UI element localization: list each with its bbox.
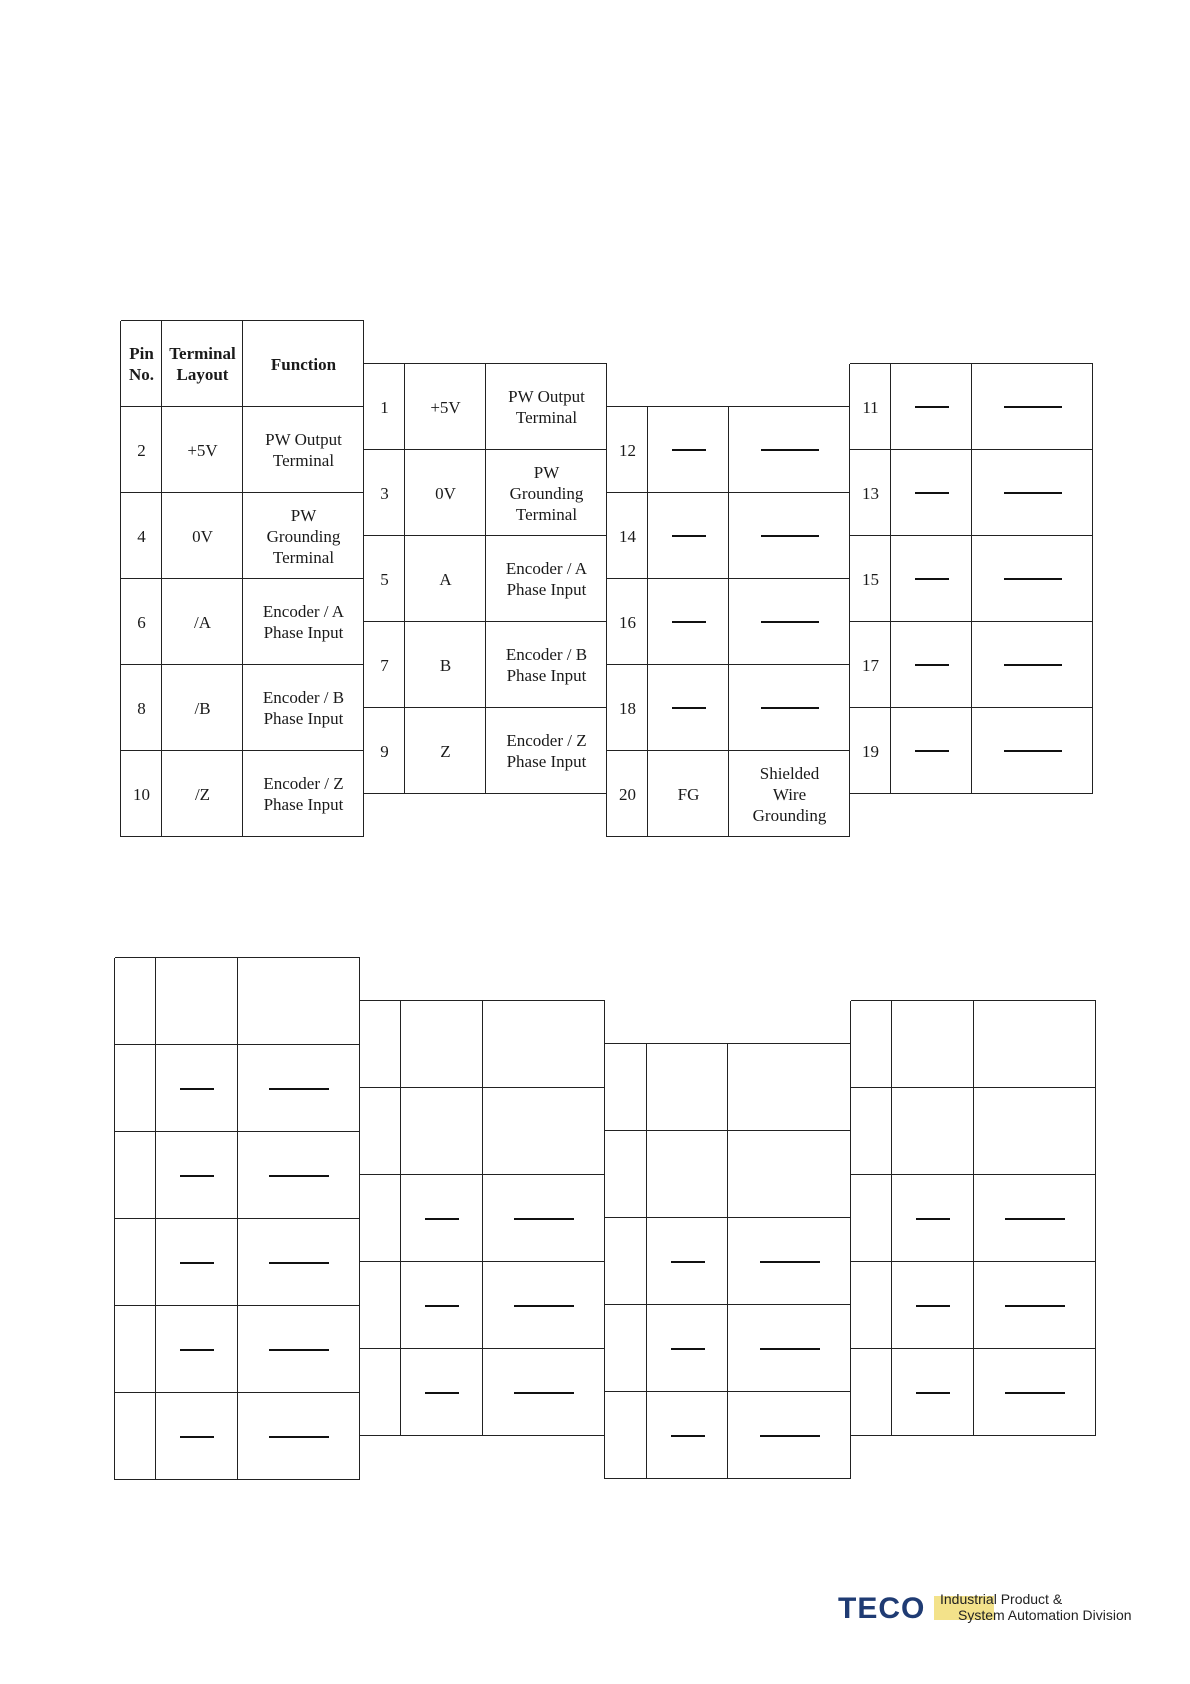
layout-dash — [647, 1305, 728, 1392]
terminal-layout: +5V — [430, 397, 461, 417]
table-rule — [114, 958, 115, 1480]
pin-number: 6 — [137, 612, 146, 632]
function-text: PW Output Terminal — [265, 430, 342, 470]
table-rule — [604, 1044, 605, 1479]
dash-mark — [180, 1175, 214, 1177]
function-dash — [974, 1349, 1096, 1436]
header-pin-no: Pin No. — [128, 344, 155, 384]
dash-mark — [916, 1392, 950, 1394]
pin-number: 3 — [380, 483, 389, 503]
function-dash — [238, 1393, 360, 1480]
terminal-layout: +5V — [187, 440, 218, 460]
function-empty — [972, 536, 1093, 622]
function-empty — [972, 450, 1093, 536]
dash-mark — [916, 1305, 950, 1307]
terminal-layout-empty — [891, 364, 972, 450]
pin-number: 4 — [137, 526, 146, 546]
dash-mark — [269, 1436, 329, 1438]
table-rule — [850, 1001, 851, 1436]
dash-mark — [514, 1392, 574, 1394]
function-dash — [728, 1218, 851, 1305]
dash-mark — [915, 750, 949, 752]
function-text: Encoder / Z Phase Input — [506, 731, 587, 771]
dash-mark — [425, 1392, 459, 1394]
layout-dash — [892, 1262, 974, 1349]
pin-number: 2 — [137, 440, 146, 460]
function-dash — [974, 1175, 1096, 1262]
dash-mark — [1004, 492, 1062, 494]
terminal-layout: B — [439, 655, 452, 675]
terminal-layout-empty — [891, 450, 972, 536]
function-text: Encoder / Z Phase Input — [263, 774, 344, 814]
dash-mark — [1005, 1305, 1065, 1307]
layout-dash — [156, 1045, 238, 1132]
pin-number: 12 — [619, 440, 636, 460]
layout-dash — [892, 1175, 974, 1262]
dash-mark — [269, 1088, 329, 1090]
dash-mark — [269, 1175, 329, 1177]
dash-mark — [671, 1348, 705, 1350]
dash-mark — [180, 1436, 214, 1438]
terminal-layout: 0V — [435, 483, 456, 503]
function-dash — [728, 1305, 851, 1392]
function-text: PW Grounding Terminal — [509, 462, 584, 524]
terminal-layout-empty — [648, 407, 729, 493]
terminal-layout-empty — [648, 579, 729, 665]
layout-dash — [401, 1262, 483, 1349]
function-dash — [483, 1349, 605, 1436]
layout-dash — [156, 1306, 238, 1393]
function-empty — [729, 407, 850, 493]
function-empty — [729, 493, 850, 579]
dash-mark — [915, 578, 949, 580]
layout-dash — [401, 1349, 483, 1436]
function-text: Encoder / A Phase Input — [262, 602, 345, 642]
pin-number: 8 — [137, 698, 146, 718]
pin-number: 17 — [862, 655, 879, 675]
dash-mark — [760, 1261, 820, 1263]
function-dash — [238, 1219, 360, 1306]
dash-mark — [671, 1261, 705, 1263]
function-text: PW Output Terminal — [508, 387, 585, 427]
dash-mark — [180, 1349, 214, 1351]
dash-mark — [269, 1349, 329, 1351]
logo-wordmark: TECO — [838, 1592, 926, 1625]
dash-mark — [1004, 750, 1062, 752]
dash-mark — [916, 1218, 950, 1220]
logo-line-2: System Automation Division — [958, 1607, 1132, 1623]
function-dash — [238, 1045, 360, 1132]
teco-logo — [838, 1590, 1138, 1630]
function-text: Encoder / B Phase Input — [505, 645, 588, 685]
pin-number: 18 — [619, 698, 636, 718]
terminal-layout: /Z — [194, 784, 211, 804]
function-text: Encoder / A Phase Input — [505, 559, 588, 599]
terminal-layout: FG — [677, 784, 700, 804]
dash-mark — [915, 406, 949, 408]
layout-dash — [156, 1219, 238, 1306]
pin-number: 9 — [380, 741, 389, 761]
dash-mark — [425, 1218, 459, 1220]
dash-mark — [1005, 1392, 1065, 1394]
dash-mark — [514, 1218, 574, 1220]
dash-mark — [514, 1305, 574, 1307]
layout-dash — [156, 1132, 238, 1219]
function-dash — [483, 1262, 605, 1349]
function-dash — [238, 1132, 360, 1219]
terminal-layout-empty — [891, 708, 972, 794]
dash-mark — [760, 1348, 820, 1350]
function-empty — [972, 708, 1093, 794]
dash-mark — [761, 449, 819, 451]
dash-mark — [760, 1435, 820, 1437]
pin-number: 11 — [862, 397, 879, 417]
pin-number: 19 — [862, 741, 879, 761]
layout-dash — [647, 1218, 728, 1305]
layout-dash — [647, 1392, 728, 1479]
layout-dash — [892, 1349, 974, 1436]
dash-mark — [180, 1088, 214, 1090]
dash-mark — [671, 1435, 705, 1437]
function-dash — [728, 1392, 851, 1479]
pin-number: 14 — [619, 526, 636, 546]
table-rule — [359, 1001, 360, 1436]
function-empty — [972, 364, 1093, 450]
pin-number: 5 — [380, 569, 389, 589]
terminal-layout: Z — [440, 741, 451, 761]
terminal-layout-empty — [648, 665, 729, 751]
dash-mark — [1004, 578, 1062, 580]
dash-mark — [672, 535, 706, 537]
layout-dash — [401, 1175, 483, 1262]
terminal-layout: 0V — [192, 526, 213, 546]
logo-line-1: Industrial Product & — [940, 1591, 1063, 1607]
terminal-layout-empty — [891, 622, 972, 708]
terminal-layout: /A — [194, 612, 211, 632]
header-function: Function — [270, 354, 337, 374]
dash-mark — [672, 621, 706, 623]
pin-number: 15 — [862, 569, 879, 589]
dash-mark — [180, 1262, 214, 1264]
function-dash — [483, 1175, 605, 1262]
dash-mark — [672, 449, 706, 451]
pin-number: 10 — [133, 784, 150, 804]
layout-dash — [156, 1393, 238, 1480]
function-text: PW Grounding Terminal — [266, 505, 341, 567]
terminal-layout-empty — [891, 536, 972, 622]
dash-mark — [761, 707, 819, 709]
function-empty — [729, 665, 850, 751]
dash-mark — [761, 621, 819, 623]
function-text: Encoder / B Phase Input — [262, 688, 345, 728]
function-text: Shielded Wire Grounding — [752, 763, 827, 825]
dash-mark — [269, 1262, 329, 1264]
dash-mark — [1005, 1218, 1065, 1220]
header-terminal-layout: Terminal Layout — [169, 344, 236, 384]
function-dash — [238, 1306, 360, 1393]
dash-mark — [915, 492, 949, 494]
pin-number: 20 — [619, 784, 636, 804]
function-empty — [972, 622, 1093, 708]
pin-number: 7 — [380, 655, 389, 675]
pin-number: 1 — [380, 397, 389, 417]
dash-mark — [672, 707, 706, 709]
dash-mark — [915, 664, 949, 666]
pin-number: 16 — [619, 612, 636, 632]
dash-mark — [1004, 406, 1062, 408]
pin-number: 13 — [862, 483, 879, 503]
function-dash — [974, 1262, 1096, 1349]
terminal-layout: A — [439, 569, 452, 589]
dash-mark — [761, 535, 819, 537]
terminal-layout: /B — [194, 698, 211, 718]
function-empty — [729, 579, 850, 665]
dash-mark — [425, 1305, 459, 1307]
dash-mark — [1004, 664, 1062, 666]
terminal-layout-empty — [648, 493, 729, 579]
